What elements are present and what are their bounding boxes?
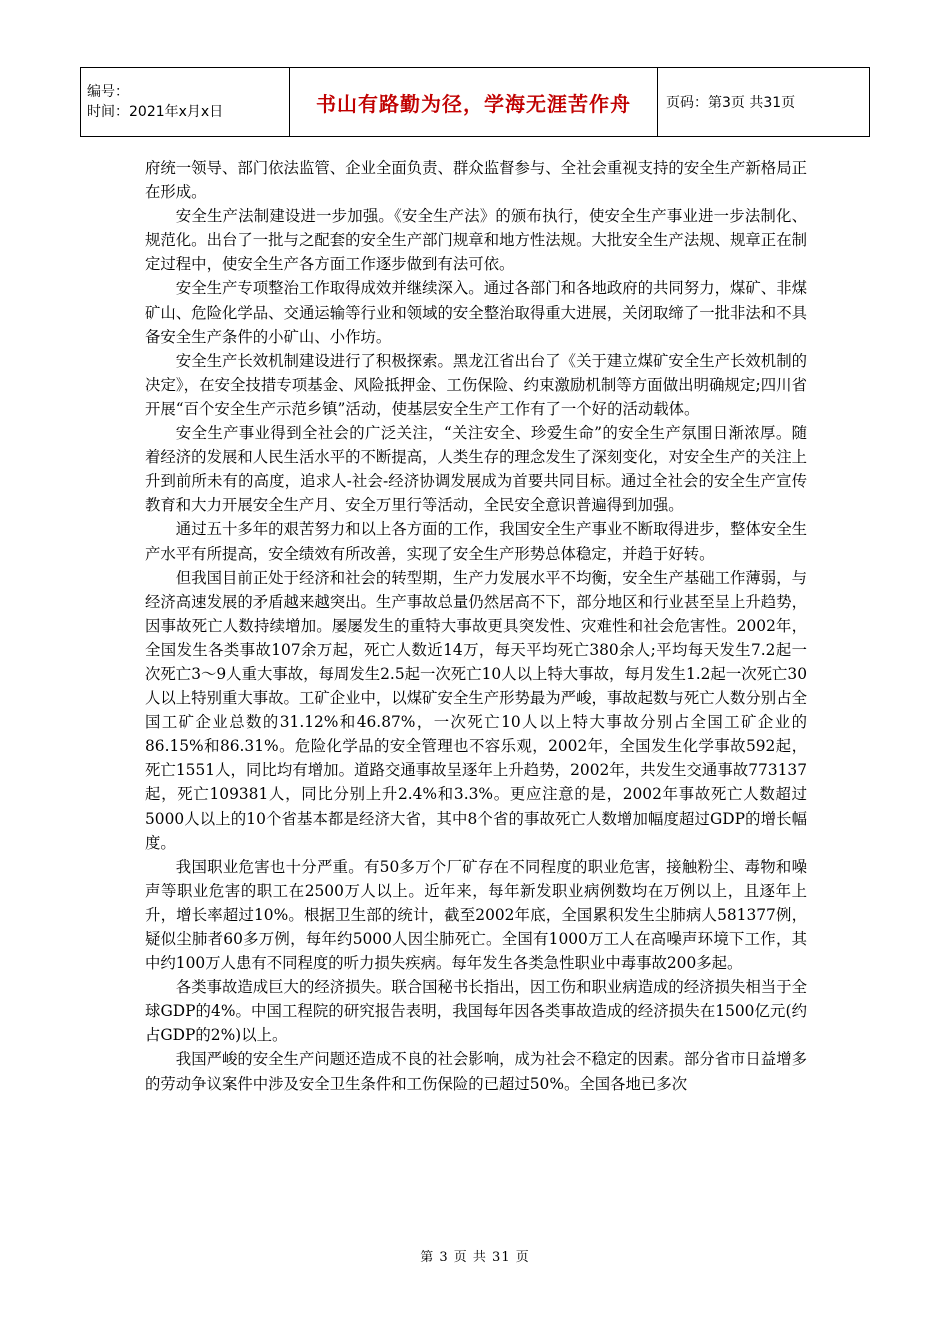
paragraph: 我国严峻的安全生产问题还造成不良的社会影响，成为社会不稳定的因素。部分省市日益增多的劳动争议案件中涉及安全卫生条件和工伤保险的已超过50%。全国各地已多次 bbox=[145, 1050, 807, 1093]
paragraph: 安全生产事业得到全社会的广泛关注，“关注安全、珍爱生命”的安全生产氛围日渐浓厚。随着经济的发展和人民生活水平的不断提高，人类生存的理念发生了深刻变化，对安全生产的关注上升到前所未有的高度，追求人-社会-经济协调发展成为首要共同目标。通过全社会的安全生产宣传教育和大力开展安全生产月、安全万里行等活动，全民安全意识普遍得到加强。 bbox=[145, 424, 807, 515]
page-footer: 第 3 页 共 31 页 bbox=[420, 1250, 530, 1265]
header-motto-cell bbox=[290, 68, 658, 137]
header-left-cell bbox=[81, 68, 290, 137]
header-table bbox=[80, 67, 870, 137]
page-info: 页码：第3页 共31页 bbox=[666, 95, 796, 111]
paragraph: 安全生产长效机制建设进行了积极探索。黑龙江省出台了《关于建立煤矿安全生产长效机制的决定》，在安全技措专项基金、风险抵押金、工伤保险、约束激励机制等方面做出明确规定;四川省开展“百个安全生产示范乡镇”活动，使基层安全生产工作有了一个好的活动载体。 bbox=[145, 351, 807, 418]
time-label: 时间：2021年x月x日 bbox=[87, 104, 224, 120]
paragraph-continued: 府统一领导、部门依法监管、企业全面负责、群众监督参与、全社会重视支持的安全生产新格局正在形成。 bbox=[145, 159, 807, 202]
header-page-cell bbox=[658, 68, 870, 137]
paragraph: 安全生产法制建设进一步加强。《安全生产法》的颁布执行，使安全生产事业进一步法制化、规范化。出台了一批与之配套的安全生产部门规章和地方性法规。大批安全生产法规、规章正在制定过程中，使安全生产各方面工作逐步做到有法可依。 bbox=[145, 207, 807, 274]
motto: 书山有路勤为径，学海无涯苦作舟 bbox=[316, 91, 631, 116]
paragraph: 但我国目前正处于经济和社会的转型期，生产力发展水平不均衡，安全生产基础工作薄弱，与经济高速发展的矛盾越来越突出。生产事故总量仍然居高不下，部分地区和行业甚至呈上升趋势，因事故死亡人数持续增加。屡屡发生的重特大事故更具突发性、灾难性和社会危害性。2002年，全国发生各类事故107余万起，死亡人数近14万，每天平均死亡380余人;平均每天发生7.2起一次死亡3～9人重大事故，每周发生2.5起一次死亡10人以上特大事故，每月发生1.2起一次死亡30人以上特别重大事故。工矿企业中，以煤矿安全生产形势最为严峻，事故起数与死亡人数分别占全国工矿企业总数的31.12%和46.87%，一次死亡10人以上特大事故分别占全国工矿企业的86.15%和86.31%。危险化学品的安全管理也不容乐观，2002年，全国发生化学事故592起，死亡1551人，同比均有增加。道路交通事故呈逐年上升趋势，2002年，共发生交通事故773137起，死亡109381人，同比分别上升2.4%和3.3%。更应注意的是，2002年事故死亡人数超过5000人以上的10个省基本都是经济大省，其中8个省的事故死亡人数增加幅度超过GDP的增长幅度。 bbox=[145, 568, 807, 852]
paragraph: 各类事故造成巨大的经济损失。联合国秘书长指出，因工伤和职业病造成的经济损失相当于全球GDP的4%。中国工程院的研究报告表明，我国每年因各类事故造成的经济损失在1500亿元(约占GDP的2%)以上。 bbox=[145, 978, 807, 1045]
document-body bbox=[145, 156, 807, 1096]
paragraph: 通过五十多年的艰苦努力和以上各方面的工作，我国安全生产事业不断取得进步，整体安全生产水平有所提高，安全绩效有所改善，实现了安全生产形势总体稳定，并趋于好转。 bbox=[145, 520, 807, 563]
paragraph: 我国职业危害也十分严重。有50多万个厂矿存在不同程度的职业危害，接触粉尘、毒物和噪声等职业危害的职工在2500万人以上。近年来，每年新发职业病例数均在万例以上，且逐年上升，增长率超过10%。根据卫生部的统计，截至2002年底，全国累积发生尘肺病人581377例，疑似尘肺者60多万例，每年约5000人因尘肺死亡。全国有1000万工人在高噪声环境下工作，其中约100万人患有不同程度的听力损失疾病。每年发生各类急性职业中毒事故200多起。 bbox=[145, 857, 807, 973]
paragraph: 安全生产专项整治工作取得成效并继续深入。通过各部门和各地政府的共同努力，煤矿、非煤矿山、危险化学品、交通运输等行业和领域的安全整治取得重大进展，关闭取缔了一批非法和不具备安全生产条件的小矿山、小作坊。 bbox=[145, 279, 807, 346]
number-label: 编号： bbox=[87, 84, 129, 100]
